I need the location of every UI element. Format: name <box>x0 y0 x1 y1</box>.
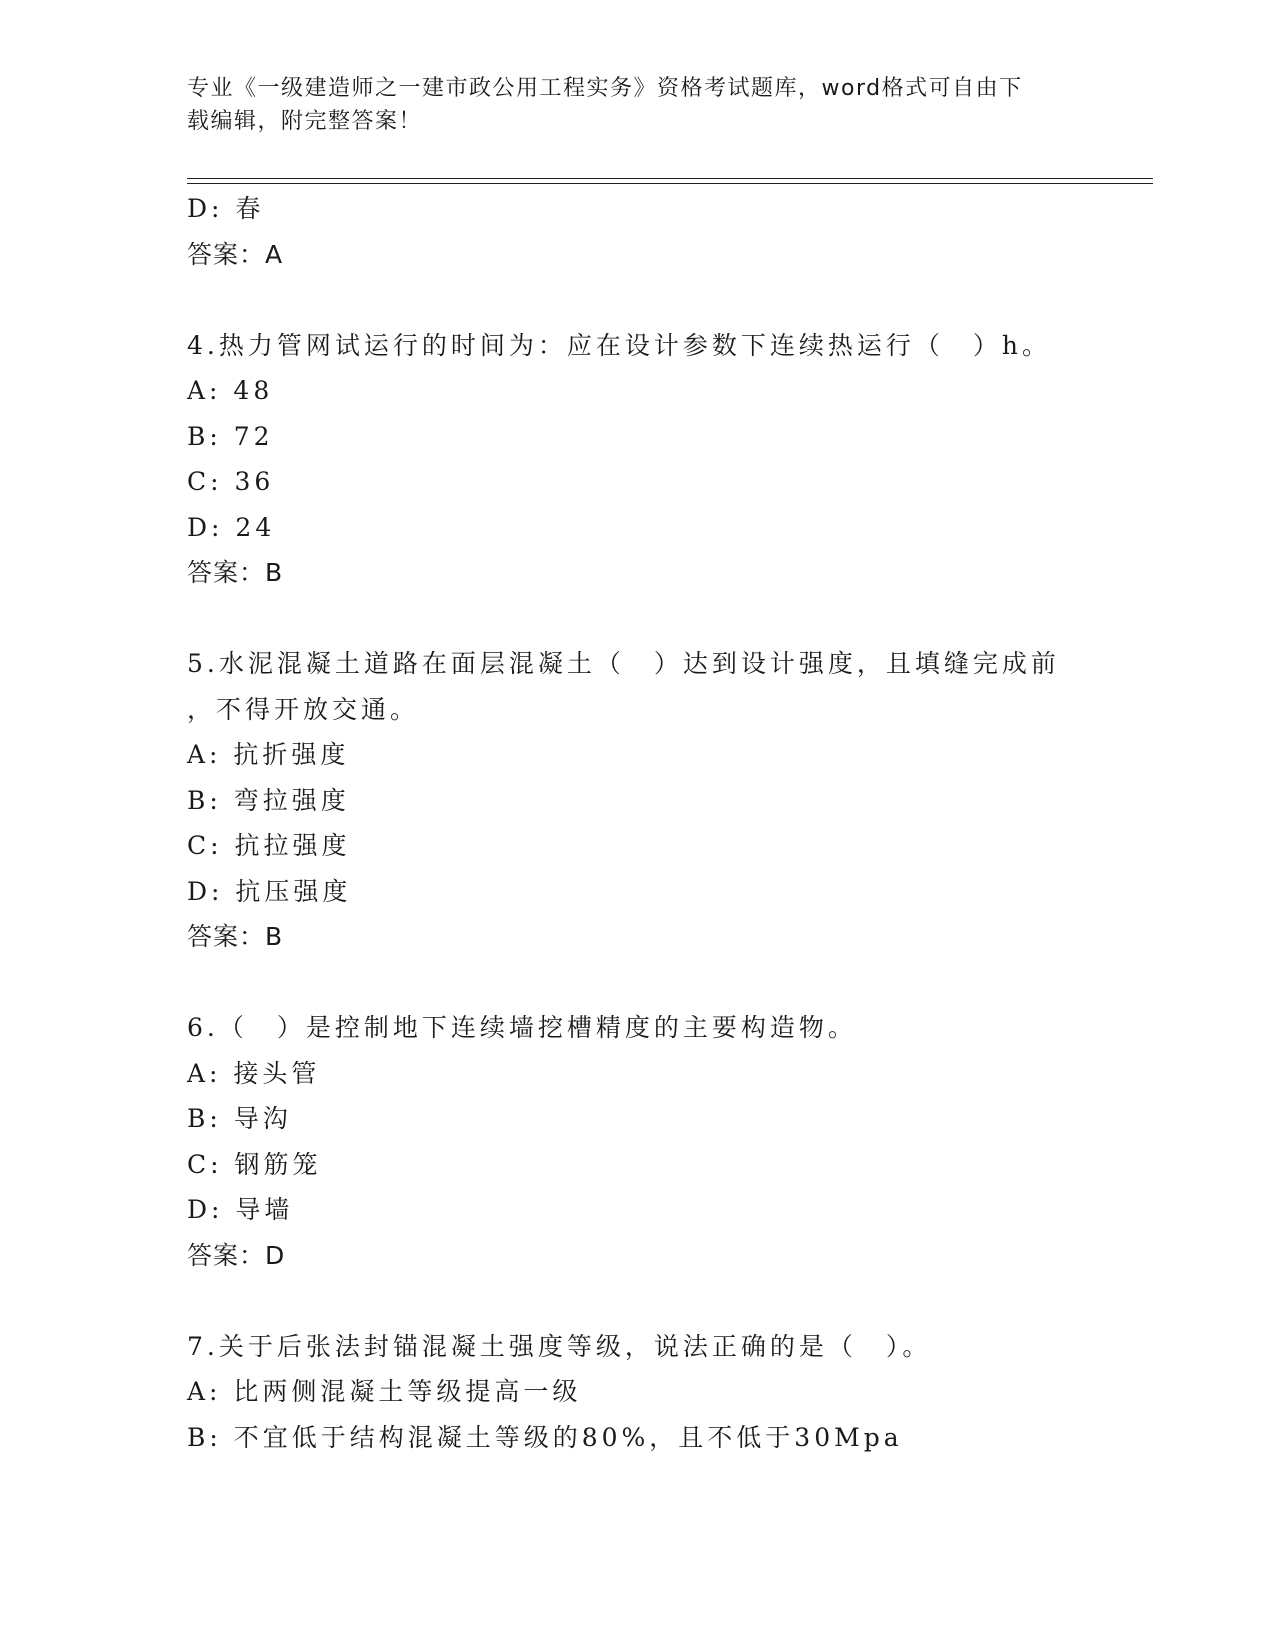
answer-label: 答案：B <box>187 922 284 951</box>
header-line-2: 载编辑，附完整答案！ <box>187 109 423 134</box>
option-d: D: 抗压强度 <box>187 876 352 906</box>
header-divider-bottom <box>187 183 1153 184</box>
question-4 <box>187 323 1127 596</box>
question-list <box>187 186 1127 1460</box>
spacer <box>187 1278 1127 1324</box>
option-a: A: 抗折强度 <box>187 740 350 769</box>
option-d: D: 24 <box>187 512 276 542</box>
document-header <box>187 72 1087 138</box>
option-a: A: 比两侧混凝土等级提高一级 <box>187 1377 582 1406</box>
option-a: A: 接头管 <box>187 1058 321 1088</box>
question-stem: 6.（ ）是控制地下连续墙挖槽精度的主要构造物。 <box>187 1013 857 1042</box>
answer-label: 答案：A <box>187 239 284 269</box>
option-c: C: 抗拉强度 <box>187 831 351 860</box>
option-d: D: 导墙 <box>187 1195 294 1224</box>
header-divider-top <box>187 178 1153 179</box>
option-b: B: 弯拉强度 <box>187 785 350 815</box>
option-c: C: 钢筋笼 <box>187 1149 322 1179</box>
question-stem: 4.热力管网试运行的时间为：应在设计参数下连续热运行（ ）h。 <box>187 330 1051 360</box>
answer-label: 答案：B <box>187 558 284 587</box>
option-b: B: 不宜低于结构混凝土等级的80%，且不低于30Mpa <box>187 1422 903 1452</box>
spacer <box>187 960 1127 1006</box>
option-b: B: 72 <box>187 421 274 451</box>
answer-label: 答案：D <box>187 1240 286 1270</box>
question-stem-line-1: 5.水泥混凝土道路在面层混凝土（ ）达到设计强度，且填缝完成前 <box>187 649 1060 678</box>
spacer <box>187 277 1127 323</box>
spacer <box>187 596 1127 642</box>
question-stem-line-2: ，不得开放交通。 <box>187 694 420 724</box>
question-stem: 7.关于后张法封锚混凝土强度等级，说法正确的是（ ）。 <box>187 1331 932 1361</box>
option-b: B: 导沟 <box>187 1104 292 1133</box>
option-a: A: 48 <box>187 376 274 405</box>
question-5 <box>187 641 1127 960</box>
question-6 <box>187 1005 1127 1278</box>
option-d: D: 春 <box>187 194 265 223</box>
question-7 <box>187 1324 1127 1461</box>
header-line-1: 专业《一级建造师之一建市政公用工程实务》资格考试题库，word格式可自由下 <box>187 76 1023 101</box>
option-c: C: 36 <box>187 467 275 496</box>
previous-question-tail <box>187 186 1127 277</box>
